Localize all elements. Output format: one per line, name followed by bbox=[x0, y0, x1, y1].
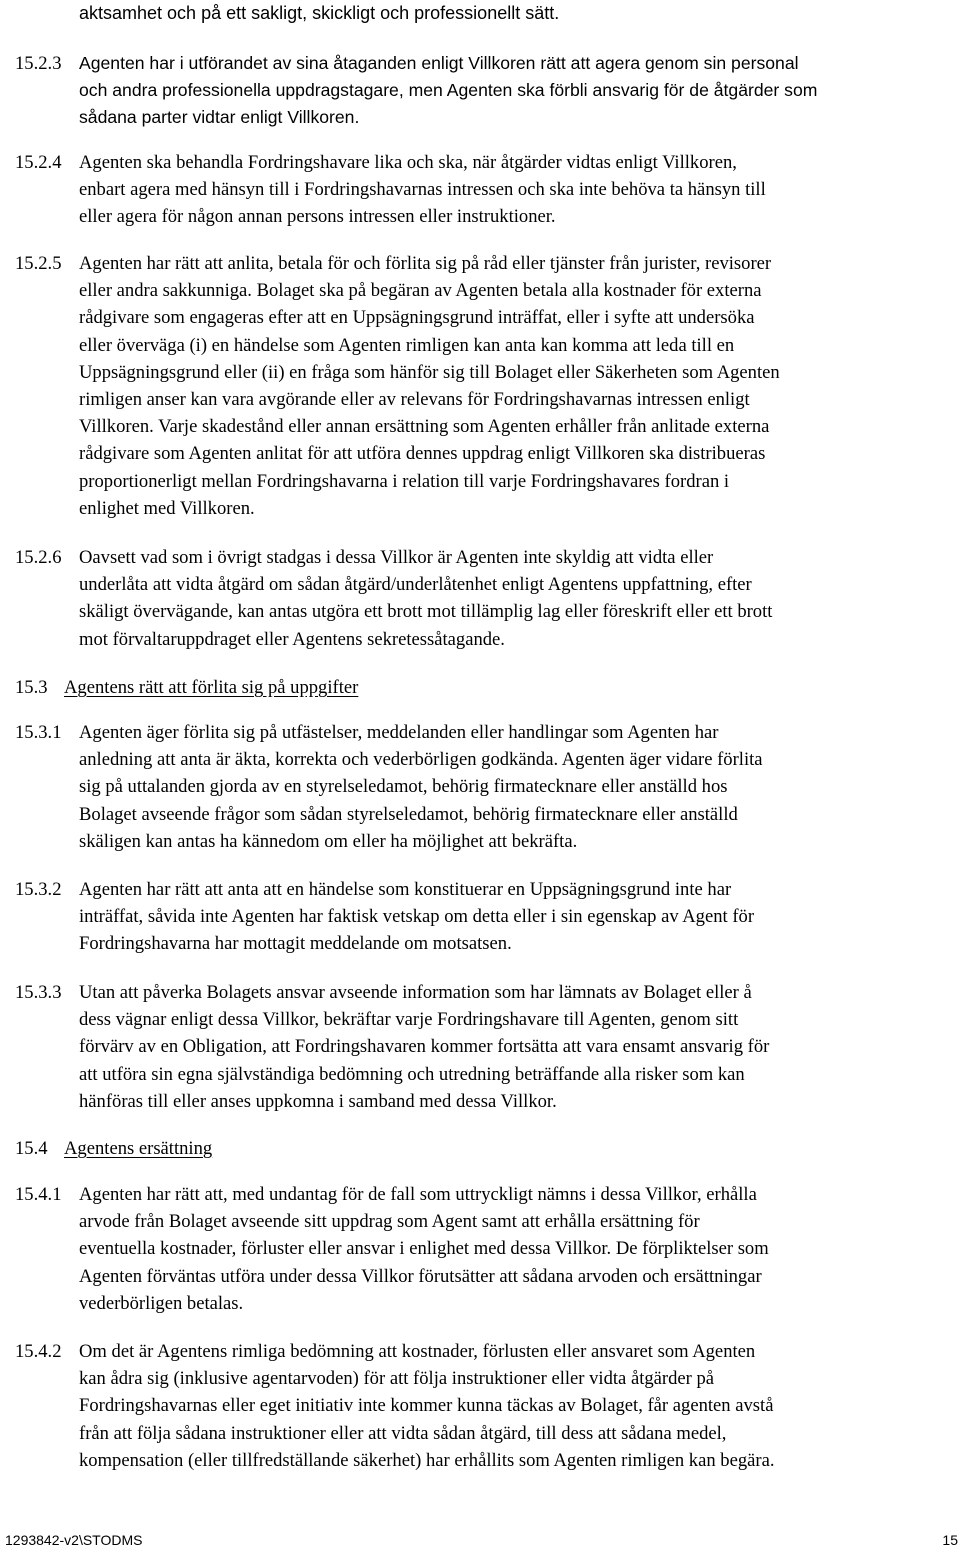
text-line: sig på uttalanden gjorda av en styrelseledamot, behörig firmatecknare eller anställd hos bbox=[79, 776, 728, 798]
clause-text bbox=[79, 250, 959, 522]
clause-number: 15.4.1 bbox=[15, 1184, 62, 1205]
text-line: Agenten har rätt att anlita, betala för och förlita sig på råd eller tjänster från jurister, revisorer bbox=[79, 253, 772, 274]
text-line: kompensation (eller tillfredställande säkerhet) har erhållits som Agenten rimligen kan begära. bbox=[79, 1449, 775, 1471]
text-line: hänföras till eller anses uppkomna i samband med dessa Villkor. bbox=[79, 1090, 557, 1112]
text-line: eller andra sakkunniga. Bolaget ska på begäran av Agenten betala alla kostnader för externa bbox=[79, 280, 762, 302]
text-line: enlighet med Villkoren. bbox=[79, 497, 255, 519]
text-line: Oavsett vad som i övrigt stadgas i dessa Villkor är Agenten inte skyldig att vidta eller bbox=[79, 547, 714, 568]
clause-15-4-2 bbox=[15, 1338, 959, 1474]
text-line: Agenten har rätt att anta att en händelse som konstituerar en Uppsägningsgrund inte har bbox=[79, 879, 732, 900]
clause-number: 15.3.1 bbox=[15, 722, 62, 743]
text-line: att utföra sin egna självständiga bedömning och utredning beträffande alla risker som kan bbox=[79, 1063, 745, 1085]
clause-15-2-6 bbox=[15, 544, 959, 653]
text-line: skäligen kan antas ha kännedom om eller ha möjlighet att bekräfta. bbox=[79, 830, 578, 852]
footer-page-number: 15 bbox=[942, 1532, 958, 1548]
clause-number: 15.2.6 bbox=[15, 547, 62, 568]
text-line: från att följa sådana instruktioner eller att vidta sådan åtgärd, till dess att sådana medel, bbox=[79, 1422, 727, 1444]
clause-text bbox=[79, 1338, 959, 1474]
text-line: Utan att påverka Bolagets ansvar avseende information som har lämnats av Bolaget eller å bbox=[79, 982, 752, 1003]
text-line: skäligt övervägande, kan antas utgöra ett brott mot tillämplig lag eller föreskrift eller ett brott bbox=[79, 601, 773, 623]
text-line: eller agera för någon annan persons intressen eller instruktioner. bbox=[79, 206, 556, 228]
clause-15-3-3 bbox=[15, 979, 959, 1115]
clause-text bbox=[79, 1181, 959, 1317]
clause-text bbox=[79, 149, 959, 231]
clause-text bbox=[79, 719, 959, 855]
clause-number: 15.2.4 bbox=[15, 152, 62, 173]
text-line: Agenten förväntas utföra under dessa Villkor förutsätter att sådana arvoden och ersättningar bbox=[79, 1265, 762, 1287]
text-line: dess vägnar enligt dessa Villkor, bekräftar varje Fordringshavare till Agenten, genom sitt bbox=[79, 1009, 739, 1031]
text-line: Agenten har i utförandet av sina åtaganden enligt Villkoren rätt att agera genom sin personal bbox=[79, 53, 799, 73]
section-number: 15.4 bbox=[15, 1138, 48, 1159]
text-line: kan ådra sig (inklusive agentarvoden) för att följa instruktioner eller vidta åtgärder på bbox=[79, 1368, 715, 1390]
text-line: Agenten äger förlita sig på utfästelser, meddelanden eller handlingar som Agenten har bbox=[79, 722, 719, 743]
text-line: arvode från Bolaget avseende sitt uppdrag som Agent samt att erhålla ersättning för bbox=[79, 1211, 700, 1233]
text-line: mot förvaltaruppdraget eller Agentens sekretessåtagande. bbox=[79, 628, 505, 650]
text-line: Villkoren. Varje skadestånd eller annan ersättning som Agenten erhåller från anlitade externa bbox=[79, 416, 770, 438]
clause-number: 15.4.2 bbox=[15, 1341, 62, 1362]
text-line: rådgivare som Agenten anlitat för att utföra dennes uppdrag enligt Villkoren ska distribueras bbox=[79, 443, 766, 465]
text-line: vederbörligen betalas. bbox=[79, 1292, 244, 1314]
text-line: Fordringshavarna har mottagit meddelande om motsatsen. bbox=[79, 933, 512, 955]
section-number: 15.3 bbox=[15, 677, 48, 698]
text-line: Om det är Agentens rimliga bedömning att kostnader, förlusten eller ansvaret som Agenten bbox=[79, 1341, 756, 1362]
clause-text bbox=[79, 876, 959, 958]
clause-number: 15.2.3 bbox=[15, 53, 62, 74]
text-line: Bolaget avseende frågor som sådan styrelseledamot, behörig firmatecknare eller anställd bbox=[79, 803, 738, 825]
text-line: underlåta att vidta åtgärd om sådan åtgärd/underlåtenhet enligt Agentens uppfattning, efter bbox=[79, 574, 752, 596]
text-line: förvärv av en Obligation, att Fordringshavaren kommer fortsätta att vara ensamt ansvarig för bbox=[79, 1036, 770, 1058]
text-line: Agenten ska behandla Fordringshavare lika och ska, när åtgärder vidtas enligt Villkoren, bbox=[79, 152, 737, 173]
clause-15-4-1 bbox=[15, 1181, 959, 1317]
clause-text bbox=[79, 979, 959, 1115]
clause-15-2-4 bbox=[15, 149, 959, 231]
clause-text bbox=[79, 50, 959, 132]
text-line: Fordringshavarnas eller eget initiativ inte kommer kunna täckas av Bolaget, får agenten avstå bbox=[79, 1395, 774, 1417]
text-line: inträffat, såvida inte Agenten har faktisk vetskap om detta eller i sin egenskap av Agent för bbox=[79, 906, 755, 928]
clause-number: 15.3.3 bbox=[15, 982, 62, 1003]
clause-15-2-3 bbox=[15, 50, 959, 132]
text-line: sådana parter vidtar enligt Villkoren. bbox=[79, 107, 360, 128]
text-line: rimligen anser kan vara avgörande eller av relevans för Fordringshavarnas intressen enligt bbox=[79, 389, 750, 411]
text-line: proportionerligt mellan Fordringshavarna i relation till varje Fordringshavares fordran i bbox=[79, 470, 730, 492]
continued-text-line: aktsamhet och på ett sakligt, skickligt och professionellt sätt. bbox=[79, 3, 560, 23]
clause-15-2-5 bbox=[15, 250, 959, 522]
text-line: och andra professionella uppdragstagare, men Agenten ska förbli ansvarig för de åtgärder som bbox=[79, 80, 818, 101]
section-title: Agentens rätt att förlita sig på uppgifter bbox=[64, 677, 359, 698]
text-line: enbart agera med hänsyn till i Fordringshavarnas intressen och ska inte behöva ta hänsyn till bbox=[79, 179, 766, 201]
section-title: Agentens ersättning bbox=[64, 1138, 213, 1159]
text-line: anledning att anta är äkta, korrekta och vederbörligen godkända. Agenten äger vidare förlita bbox=[79, 749, 763, 771]
text-line: eventuella kostnader, förluster eller ansvar i enlighet med dessa Villkor. De förpliktelser som bbox=[79, 1238, 769, 1260]
clause-15-3-1 bbox=[15, 719, 959, 855]
text-line: eller överväga (i) en händelse som Agenten rimligen kan anta kan komma att leda till en bbox=[79, 334, 735, 356]
clause-15-3-2 bbox=[15, 876, 959, 958]
clause-number: 15.2.5 bbox=[15, 253, 62, 274]
text-line: rådgivare som engageras efter att en Uppsägningsgrund inträffat, eller i syfte att undersöka bbox=[79, 307, 755, 329]
text-line: Agenten har rätt att, med undantag för de fall som uttryckligt nämns i dessa Villkor, erhålla bbox=[79, 1184, 757, 1205]
text-line: Uppsägningsgrund eller (ii) en fråga som hänför sig till Bolaget eller Säkerheten som Agenten bbox=[79, 361, 780, 383]
footer-document-reference: 1293842-v2\STODMS bbox=[5, 1532, 143, 1548]
clause-number: 15.3.2 bbox=[15, 879, 62, 900]
clause-text bbox=[79, 544, 959, 653]
